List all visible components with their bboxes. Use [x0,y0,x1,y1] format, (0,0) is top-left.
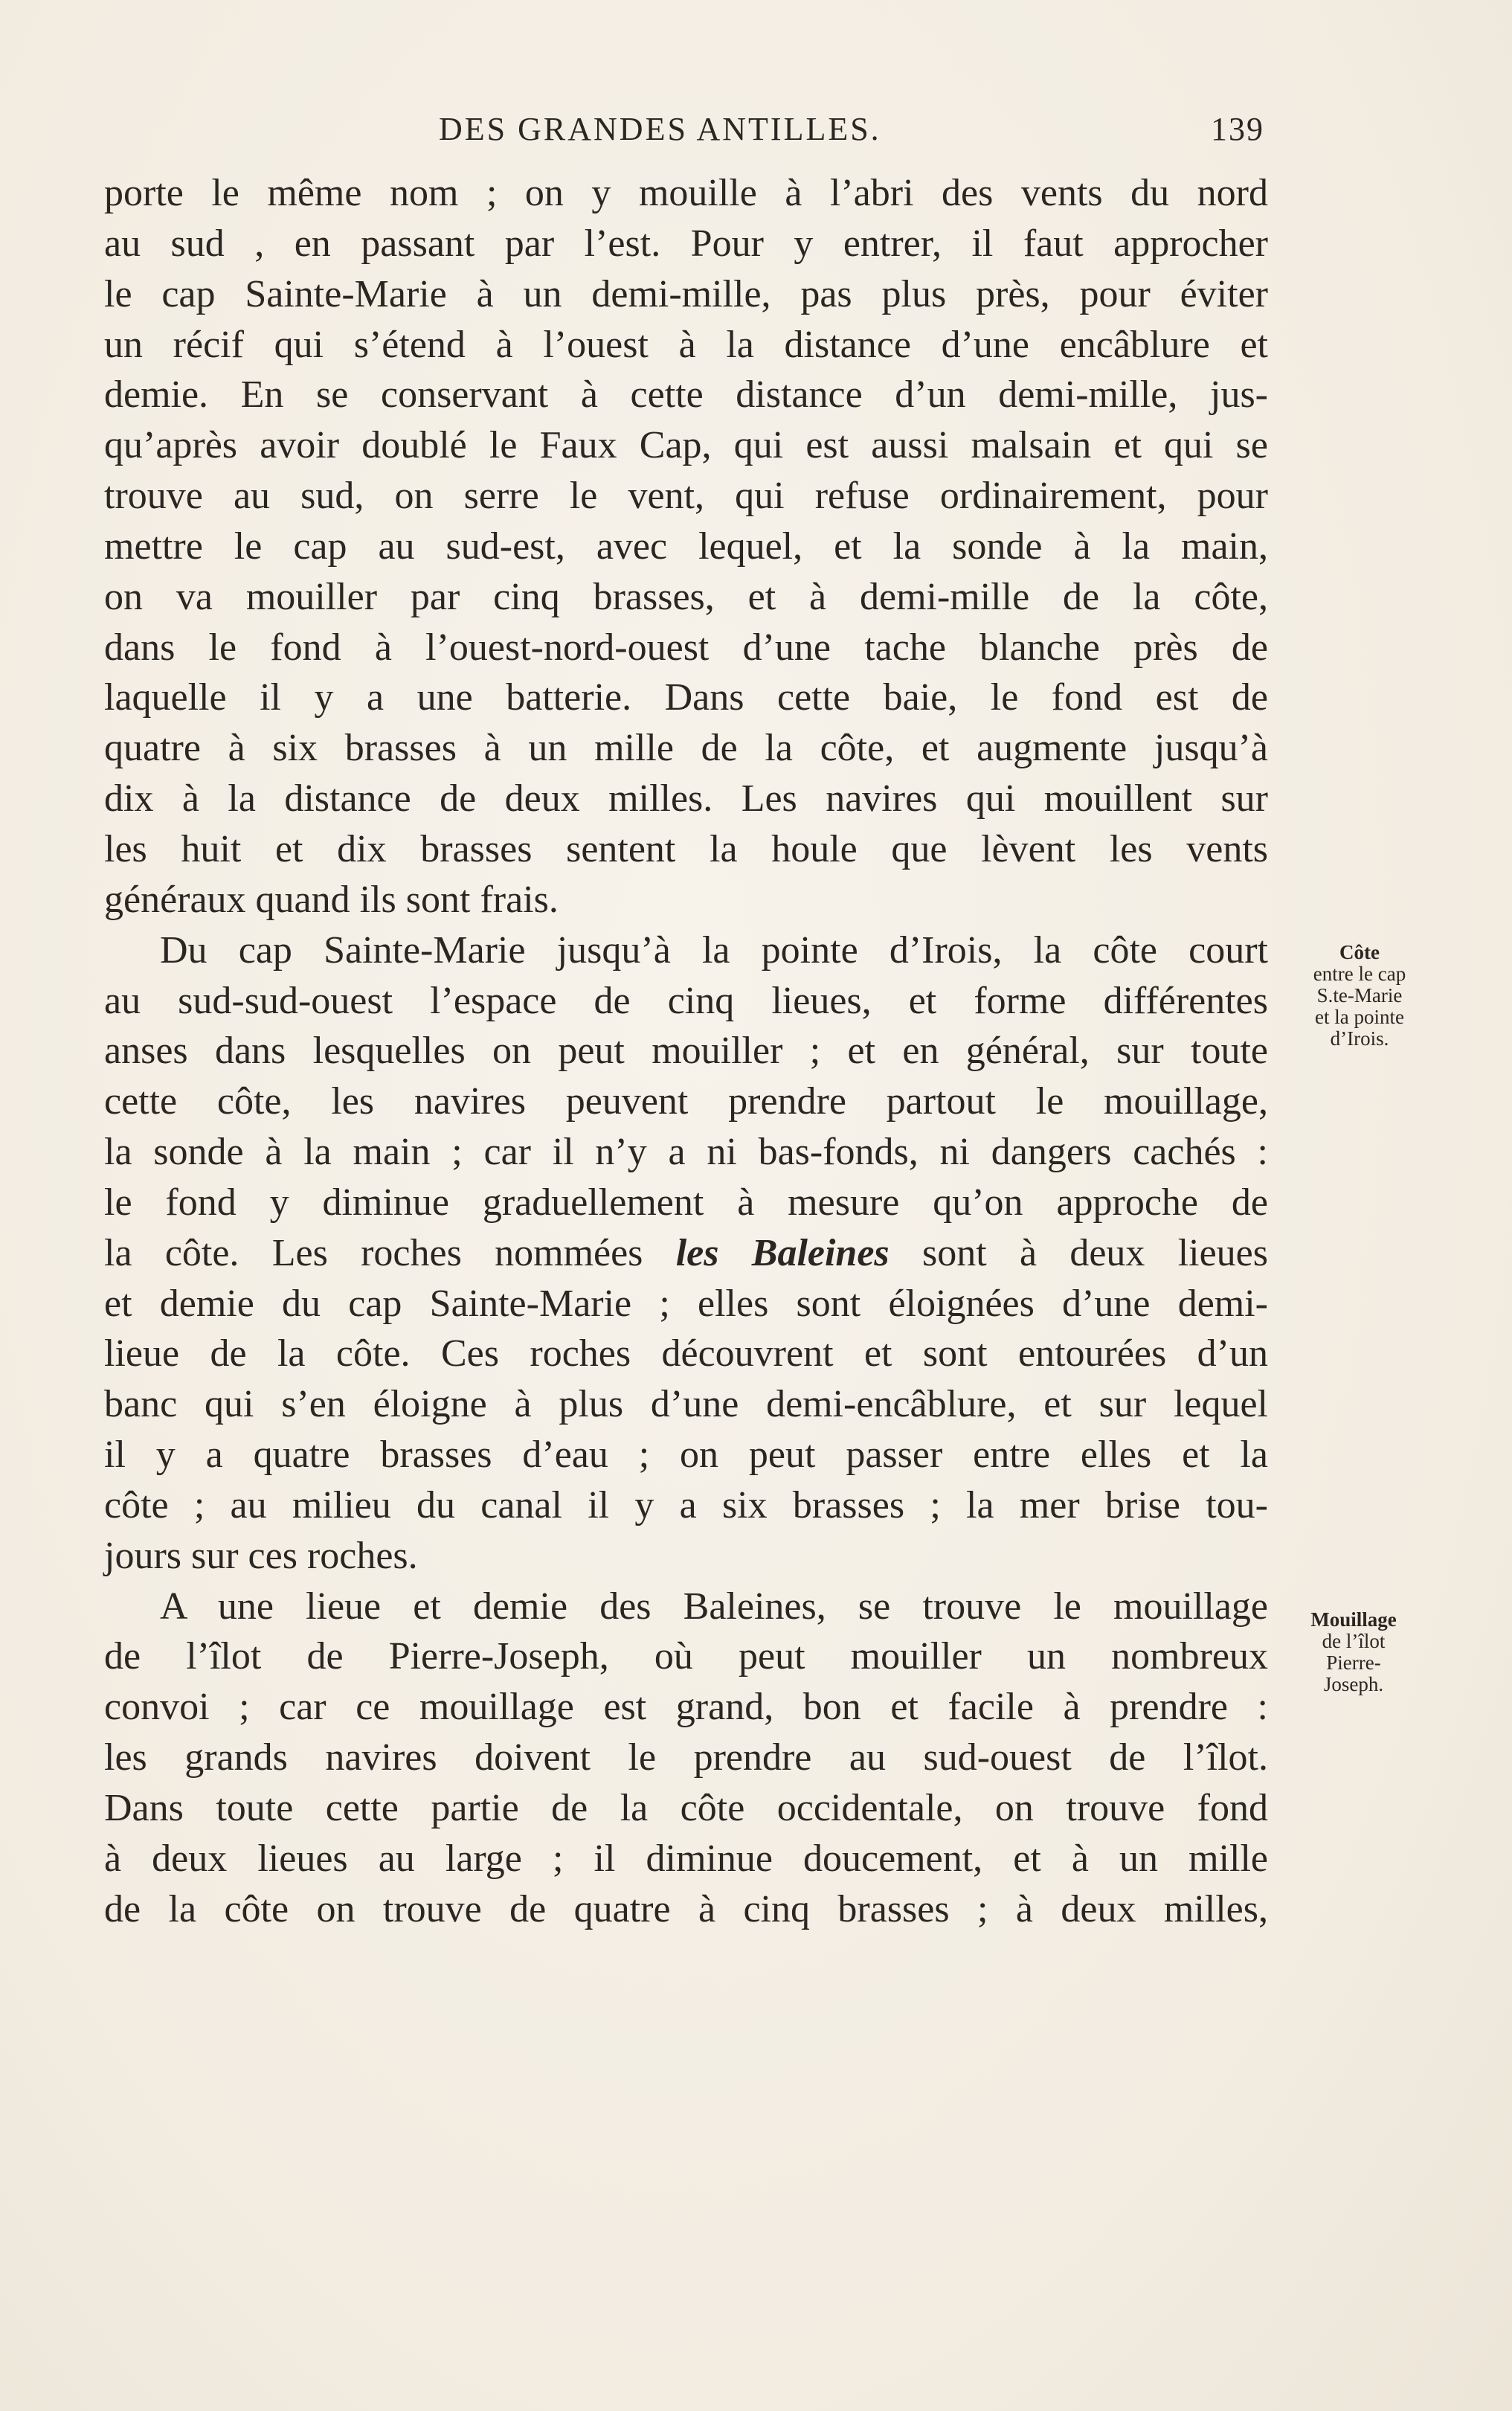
margin-note-line: d’Irois. [1330,1027,1389,1050]
text-line: demie. En se conservant à cette distance d’un demi-mille, jus- [104,373,1268,417]
text-line: la sonde à la main ; car il n’y a ni bas-fonds, ni dangers cachés : [104,1131,1268,1174]
text-line: porte le même nom ; on y mouille à l’abri des vents du nord [104,172,1268,214]
text-line: le fond y diminue graduellement à mesure qu’on approche de [104,1181,1268,1224]
text-line: trouve au sud, on serre le vent, qui refuse ordinairement, pour [104,475,1268,518]
margin-note-line: entre le cap [1313,963,1406,985]
text-line: et demie du cap Sainte-Marie ; elles sont éloignées d’une demi- [104,1282,1268,1325]
italic-phrase: les Baleines [675,1231,889,1274]
margin-note-line: et la pointe [1315,1006,1404,1028]
margin-note-cote [1270,942,1449,1050]
margin-note-line: Pierre- [1326,1651,1381,1674]
text-line: de la côte on trouve de quatre à cinq brasses ; à deux milles, [104,1887,1268,1930]
text-line: jours sur ces roches. [104,1534,418,1577]
margin-note-mouillage [1279,1609,1428,1695]
text-segment: sont à deux lieues [889,1231,1268,1274]
text-line: banc qui s’en éloigne à plus d’une demi-encâblure, et sur lequel [104,1383,1268,1426]
text-line: à deux lieues au large ; il diminue doucement, et à un mille [104,1837,1268,1880]
text-segment: la côte. Les roches nommées [104,1231,676,1274]
margin-note-line: Mouillage [1310,1608,1397,1631]
page-number: 139 [1211,111,1264,147]
text-line: A une lieue et demie des Baleines, se trouve le mouillage [160,1585,1268,1628]
text-line: il y a quatre brasses d’eau ; on peut passer entre elles et la [104,1434,1268,1477]
body-text [104,168,1268,1935]
text-line: de l’îlot de Pierre-Joseph, où peut mouiller un nombreux [104,1635,1268,1678]
text-line: les huit et dix brasses sentent la houle que lèvent les vents [104,827,1268,870]
text-line: les grands navires doivent le prendre au sud-ouest de l’îlot. [104,1736,1268,1779]
text-line: lieue de la côte. Ces roches découvrent et sont entourées d’un [104,1332,1268,1375]
text-line: cette côte, les navires peuvent prendre partout le mouillage, [104,1080,1268,1123]
text-line: Du cap Sainte-Marie jusqu’à la pointe d’Irois, la côte court [160,928,1268,972]
text-line: au sud-sud-ouest l’espace de cinq lieues, et forme différentes [104,979,1268,1022]
text-line-with-italic [104,1228,1268,1279]
running-head [104,110,1264,155]
margin-note-line: Côte [1339,941,1380,963]
text-line: qu’après avoir doublé le Faux Cap, qui est aussi malsain et qui se [104,424,1268,467]
text-line: côte ; au milieu du canal il y a six brasses ; la mer brise tou- [104,1483,1268,1526]
margin-note-line: S.te-Marie [1316,984,1403,1007]
text-line: dix à la distance de deux milles. Les navires qui mouillent sur [104,777,1268,821]
running-title: DES GRANDES ANTILLES. [439,111,881,147]
margin-note-line: de l’îlot [1322,1630,1386,1652]
text-line: généraux quand ils sont frais. [104,878,559,921]
text-line: anses dans lesquelles on peut mouiller ; et en général, sur toute [104,1030,1268,1073]
text-line: on va mouiller par cinq brasses, et à demi-mille de la côte, [104,575,1268,618]
text-line: le cap Sainte-Marie à un demi-mille, pas plus près, pour éviter [104,272,1268,315]
text-line: mettre le cap au sud-est, avec lequel, et la sonde à la main, [104,524,1268,568]
text-line: un récif qui s’étend à l’ouest à la distance d’une encâblure et [104,323,1268,366]
text-line: Dans toute cette partie de la côte occidentale, on trouve fond [104,1787,1268,1829]
text-line: quatre à six brasses à un mille de la côte, et augmente jusqu’à [104,727,1268,770]
text-line: dans le fond à l’ouest-nord-ouest d’une tache blanche près de [104,626,1268,669]
margin-note-line: Joseph. [1323,1673,1384,1695]
text-line: laquelle il y a une batterie. Dans cette baie, le fond est de [104,676,1268,719]
text-line: au sud , en passant par l’est. Pour y entrer, il faut approcher [104,222,1268,265]
text-line: convoi ; car ce mouillage est grand, bon et facile à prendre : [104,1686,1268,1729]
